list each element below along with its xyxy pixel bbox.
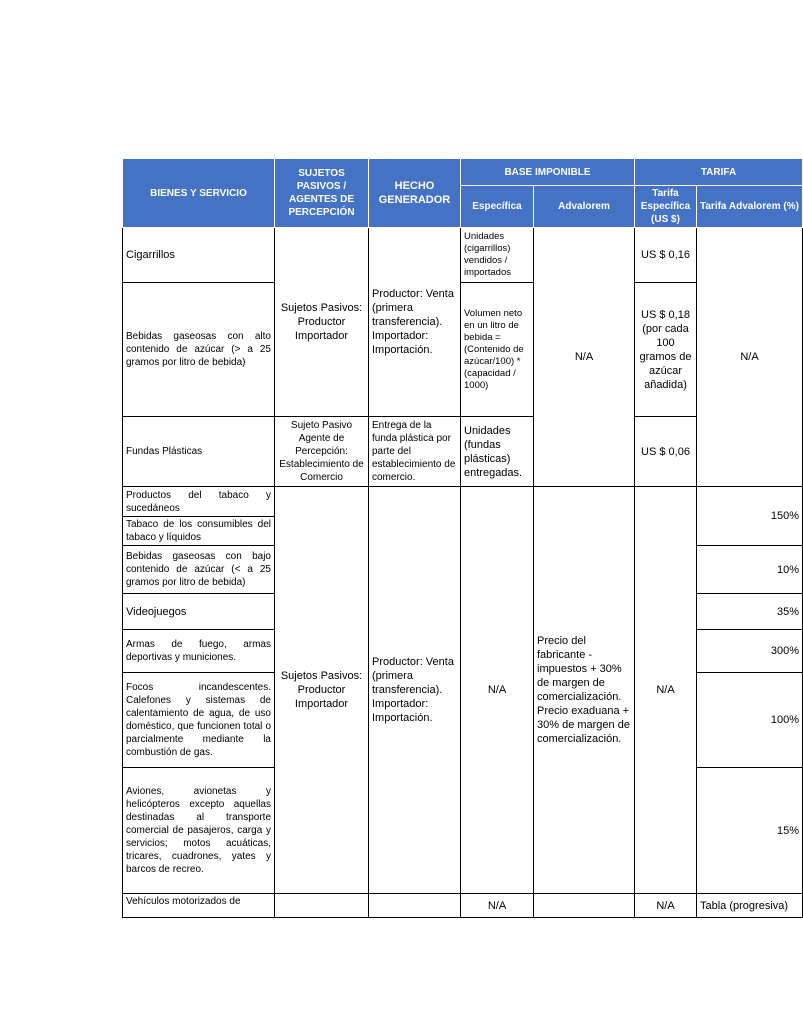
header-base-imponible: BASE IMPONIBLE (461, 159, 635, 186)
cell-sujetos-vehiculos (275, 894, 369, 918)
cell-tarifa-adv-focos: 100% (697, 673, 803, 768)
cell-bien-aviones: Aviones, avionetas y helicópteros excepto aquellas destinadas al transporte comercial de pasajeros, carga y servicios; motos acuáticas, tricares, cuadrones, yates y barcos de recreo. (123, 768, 275, 894)
ice-tax-table (122, 158, 803, 918)
header-tarifa: TARIFA (635, 159, 803, 186)
header-sujetos: SUJETOS PASIVOS / AGENTES DE PERCEPCIÓN (275, 159, 369, 228)
cell-tarifa-adv-vehiculos: Tabla (progresiva) (697, 894, 803, 918)
tax-table-container (122, 158, 802, 918)
cell-tarifa-esp-vehiculos: N/A (635, 894, 697, 918)
cell-tarifa-adv-group1: N/A (697, 228, 803, 487)
header-tarifa-especifica: Tarifa Específica (US $) (635, 186, 697, 228)
cell-bien-cigarrillos: Cigarrillos (123, 228, 275, 283)
cell-bien-bebidas-alto: Bebidas gaseosas con alto contenido de azúcar (> a 25 gramos por litro de bebida) (123, 283, 275, 417)
cell-sujetos-group1: Sujetos Pasivos: Productor Importador (275, 228, 369, 417)
cell-bien-tabaco-consumibles: Tabaco de los consumibles del tabaco y líquidos (123, 517, 275, 546)
cell-advalorem-group2: Precio del fabricante - impuestos + 30% de margen de comercialización. Precio exaduana + 30% de margen de comercialización. (534, 487, 635, 894)
cell-especifica-group2: N/A (461, 487, 534, 894)
cell-especifica-bebidas-alto: Volumen neto en un litro de bebida = (Contenido de azúcar/100) * (capacidad / 1000) (461, 283, 534, 417)
cell-bien-focos: Focos incandescentes. Calefones y sistemas de calentamiento de agua, de uso doméstico, que funcionen total o parcialmente mediante la combustión de gas. (123, 673, 275, 768)
cell-advalorem-vehiculos (534, 894, 635, 918)
header-hecho: HECHO GENERADOR (369, 159, 461, 228)
cell-hecho-fundas: Entrega de la funda plástica por parte del establecimiento de comercio. (369, 417, 461, 487)
header-bienes: BIENES Y SERVICIO (123, 159, 275, 228)
cell-hecho-group2: Productor: Venta (primera transferencia). Importador: Importación. (369, 487, 461, 894)
cell-bien-tabaco: Productos del tabaco y sucedáneos (123, 487, 275, 517)
header-especifica: Específica (461, 186, 534, 228)
cell-tarifa-adv-tabaco: 150% (697, 487, 803, 546)
cell-bien-armas: Armas de fuego, armas deportivas y municiones. (123, 630, 275, 673)
cell-tarifa-esp-cigarrillos: US $ 0,16 (635, 228, 697, 283)
cell-advalorem-group1: N/A (534, 228, 635, 487)
cell-tarifa-adv-aviones: 15% (697, 768, 803, 894)
cell-especifica-vehiculos: N/A (461, 894, 534, 918)
header-advalorem: Advalorem (534, 186, 635, 228)
cell-bien-bebidas-bajo: Bebidas gaseosas con bajo contenido de azúcar (< a 25 gramos por litro de bebida) (123, 546, 275, 594)
cell-tarifa-adv-bebidas-bajo: 10% (697, 546, 803, 594)
cell-bien-videojuegos: Videojuegos (123, 594, 275, 630)
cell-hecho-group1: Productor: Venta (primera transferencia). Importador: Importación. (369, 228, 461, 417)
cell-sujeto-fundas: Sujeto Pasivo Agente de Percepción: Establecimiento de Comercio (275, 417, 369, 487)
cell-tarifa-esp-group2: N/A (635, 487, 697, 894)
cell-bien-fundas: Fundas Plásticas (123, 417, 275, 487)
cell-tarifa-esp-fundas: US $ 0,06 (635, 417, 697, 487)
cell-especifica-cigarrillos: Unidades (cigarrillos) vendidos / importados (461, 228, 534, 283)
cell-hecho-vehiculos (369, 894, 461, 918)
header-tarifa-advalorem: Tarifa Advalorem (%) (697, 186, 803, 228)
cell-tarifa-adv-armas: 300% (697, 630, 803, 673)
cell-tarifa-esp-bebidas-alto: US $ 0,18 (por cada 100 gramos de azúcar añadida) (635, 283, 697, 417)
cell-tarifa-adv-videojuegos: 35% (697, 594, 803, 630)
cell-sujetos-group2: Sujetos Pasivos: Productor Importador (275, 487, 369, 894)
cell-especifica-fundas: Unidades (fundas plásticas) entregadas. (461, 417, 534, 487)
cell-bien-vehiculos: Vehículos motorizados de (123, 894, 275, 918)
